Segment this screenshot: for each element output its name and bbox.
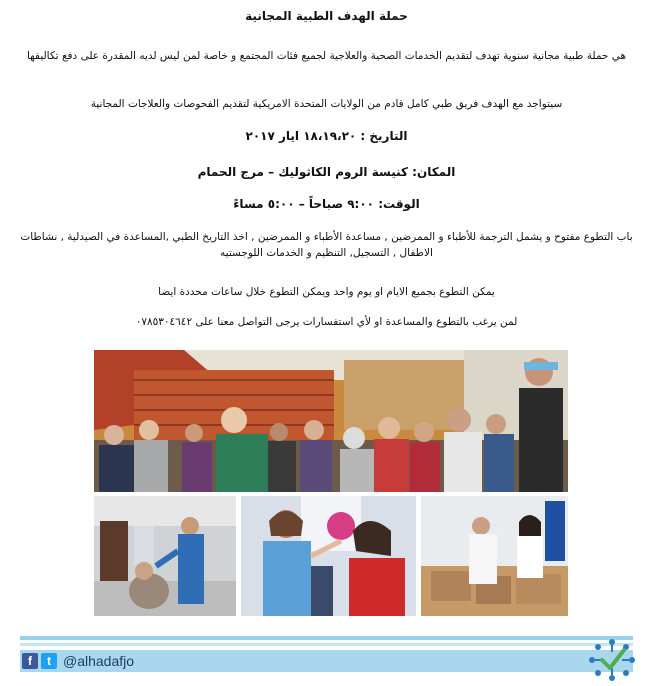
place-line: المكان: كنيسة الروم الكاثوليك – مرج الحمام [197, 165, 456, 179]
intro-paragraph: هي حملة طبية مجانية سنوية تهدف لتقديم الخدمات الصحية والعلاجية لجميع فئات المجتمع و خاصة لمن ليس لديه المقدرة على دفع تكاليفها [26, 50, 627, 62]
social-links [22, 652, 134, 670]
footer-stripe [20, 636, 633, 640]
photo-pharmacy [421, 496, 568, 616]
contact-paragraph: لمن يرغب بالتطوع والمساعدة او لأي استفسارات يرجى التواصل معنا على ٠٧٨٥٣٠٤٦٤٢ [135, 316, 518, 328]
footer-stripe [20, 643, 633, 646]
team-paragraph: سيتواجد مع الهدف فريق طبي كامل قادم من الولايات المتحدة الامريكية لتقديم الفحوصات والعلاجات المجانية [90, 98, 563, 110]
photo-waiting-tent [94, 350, 568, 492]
photo-patient-exam [94, 496, 236, 616]
photo-throat-check [241, 496, 416, 616]
date-line: التاريخ : ١٨،١٩،٢٠ ايار ٢٠١٧ [245, 129, 408, 143]
flyer-title: حملة الهدف الطبية المجانية [245, 9, 408, 23]
twitter-icon[interactable]: t [41, 653, 57, 669]
social-handle[interactable]: @alhadafjo [63, 653, 135, 669]
time-line: الوقت: ٩:٠٠ صباحاً – ٥:٠٠ مساءً [233, 197, 420, 211]
alhadaf-logo [588, 638, 636, 682]
volunteer-paragraph: باب التطوع مفتوح و يشمل الترجمة للأطباء و الممرضين , مساعدة الأطباء و الممرضين , اخذ التاريخ الطبي ,المساعدة في الصيدلية , نشاطات الاطفال , التسجيل, التنظيم و الخدمات اللوجستيه [20, 231, 633, 259]
hours-paragraph: يمكن التطوع بجميع الايام او يوم واحد ويمكن التطوع خلال ساعات محددة ايضا [158, 286, 495, 298]
facebook-icon[interactable]: f [22, 653, 38, 669]
